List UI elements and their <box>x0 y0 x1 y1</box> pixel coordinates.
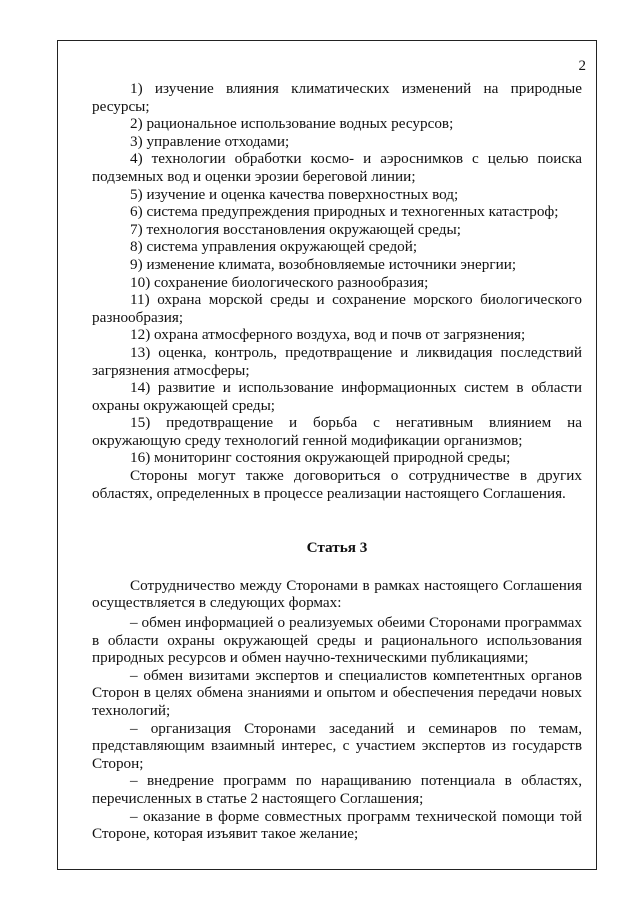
list-item: 6) система предупреждения природных и техногенных катастроф; <box>130 203 559 221</box>
list-item: 3) управление отходами; <box>130 132 290 150</box>
form-item: – внедрение программ по наращиванию потенциала в областях, перечисленных в статье 2 настоящего Соглашения; <box>92 772 582 807</box>
list-item: 11) охрана морской среды и сохранение морского биологического разнообразия; <box>92 291 582 326</box>
list-item: 2) рациональное использование водных ресурсов; <box>130 115 454 133</box>
list-item: 8) система управления окружающей средой; <box>130 238 418 256</box>
list-item: 15) предотвращение и борьба с негативным влиянием на окружающую среду технологий генной модификации организмов; <box>92 414 582 449</box>
list-item: 16) мониторинг состояния окружающей природной среды; <box>130 449 511 467</box>
list-item: 1) изучение влияния климатических изменений на природные ресурсы; <box>92 80 582 115</box>
form-item: – организация Сторонами заседаний и семинаров по темам, представляющим взаимный интерес, с участием экспертов из государств Сторон; <box>92 719 582 772</box>
form-item: – обмен визитами экспертов и специалистов компетентных органов Сторон в целях обмена знаниями и опытом и обеспечения передачи новых технологий; <box>92 666 582 719</box>
list-item: 4) технологии обработки космо- и аэроснимков с целью поиска подземных вод и оценки эрозии береговой линии; <box>92 150 582 185</box>
document-body <box>92 80 582 843</box>
page-number: 2 <box>578 58 586 74</box>
list-item: 13) оценка, контроль, предотвращение и ликвидация последствий загрязнения атмосферы; <box>92 343 582 379</box>
list-item: 9) изменение климата, возобновляемые источники энергии; <box>130 255 517 273</box>
list-item: 5) изучение и оценка качества поверхностных вод; <box>130 185 459 203</box>
article-intro: Сотрудничество между Сторонами в рамках настоящего Соглашения осуществляется в следующих формах: <box>92 576 582 612</box>
form-item: – оказание в форме совместных программ технической помощи той Стороне, которая изъявит такое желание; <box>92 807 582 843</box>
list-item: 12) охрана атмосферного воздуха, вод и почв от загрязнения; <box>130 326 526 344</box>
list-item: 14) развитие и использование информационных систем в области охраны окружающей среды; <box>92 379 582 414</box>
list-item: 10) сохранение биологического разнообразия; <box>130 273 429 291</box>
form-item: – обмен информацией о реализуемых обеими Сторонами программах в области охраны окружающей среды и рационального использования природных ресурсов и обмен научно-техническими публикациями; <box>92 614 582 667</box>
article-heading: Статья 3 <box>306 539 368 557</box>
article-body <box>92 577 582 843</box>
closing-paragraph: Стороны могут также договориться о сотрудничестве в других областях, определенных в процессе реализации настоящего Соглашения. <box>92 467 582 502</box>
areas-list <box>92 80 582 467</box>
list-item: 7) технология восстановления окружающей среды; <box>130 220 461 238</box>
